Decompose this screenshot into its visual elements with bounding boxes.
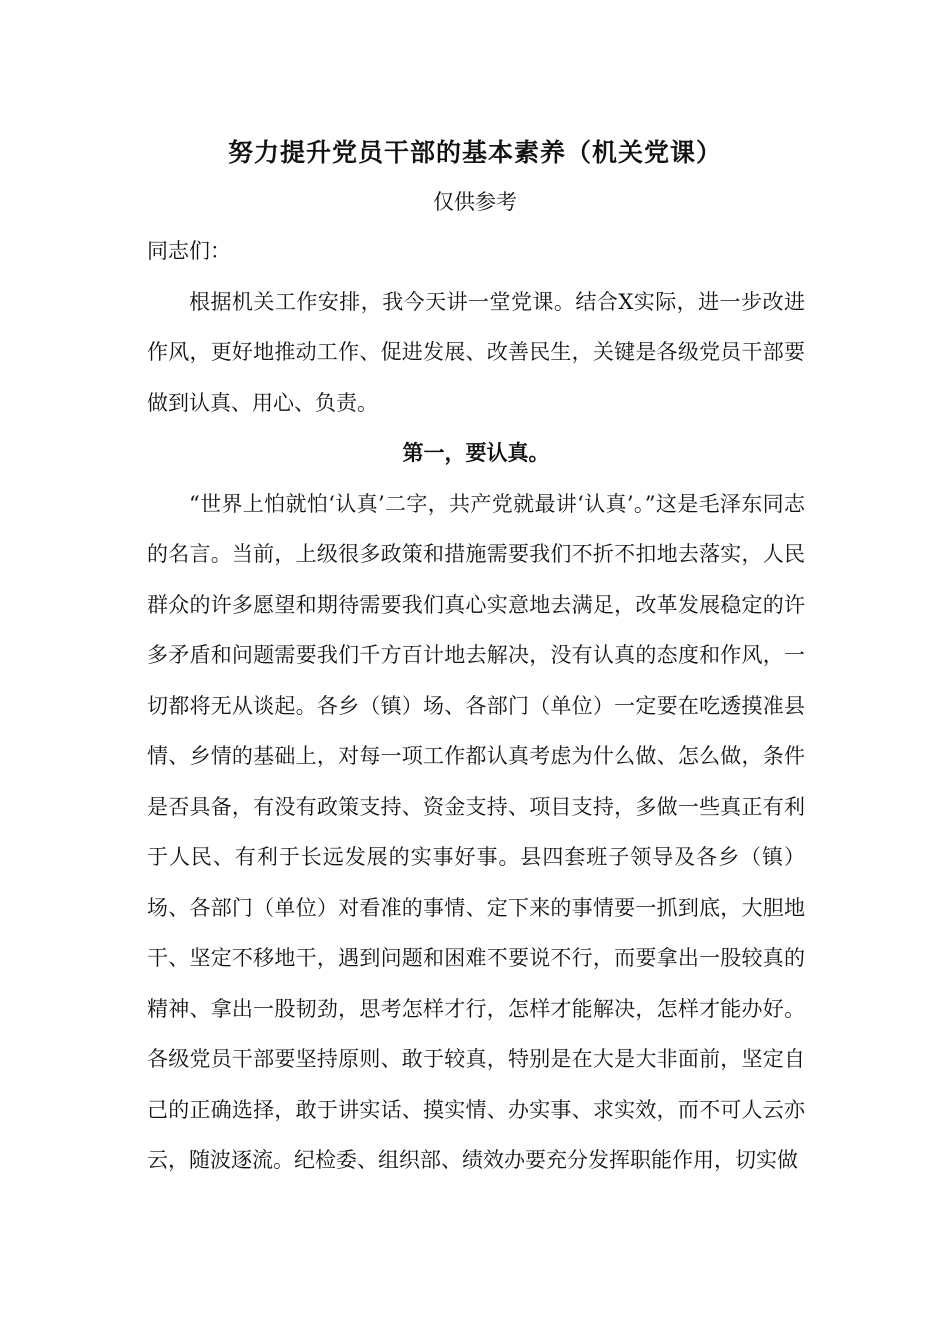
section-heading: 第一，要认真。	[402, 440, 550, 465]
document-title: 努力提升党员干部的基本素养（机关党课）	[227, 138, 722, 167]
section-paragraph: “世界上怕就怕‘认真’二字，共产党就最讲‘认真’。”这是毛泽东同志的名言。当前，上级很多政策和措施需要我们不折不扣地去落实，人民群众的许多愿望和期待需要我们真心实意地去满足，改革发展稳定的许多矛盾和问题需要我们千方百计地去解决，没有认真的态度和作风，一切都将无从谈起。各乡（镇）场、各部门（单位）一定要在吃透摸准县情、乡情的基础上，对每一项工作都认真考虑为什么做、怎么做，条件是否具备，有没有政策支持、资金支持、项目支持，多做一些真正有利于人民、有利于长远发展的实事好事。县四套班子领导及各乡（镇）场、各部门（单位）对看准的事情、定下来的事情要一抓到底，大胆地干、坚定不移地干，遇到问题和困难不要说不行，而要拿出一股较真的精神、拿出一股韧劲，思考怎样才行，怎样才能解决，怎样才能办好。各级党员干部要坚持原则、敢于较真，特别是在大是大非面前，坚定自己的正确选择，敢于讲实话、摸实情、办实事、求实效，而不可人云亦云，随波逐流。纪检委、组织部、绩效办要充分发挥职能作用，切实做	[147, 491, 805, 1172]
salutation: 同志们：	[147, 239, 231, 263]
intro-paragraph: 根据机关工作安排，我今天讲一堂党课。结合X实际，进一步改进作风，更好地推动工作、促进发展、改善民生，关键是各级党员干部要做到认真、用心、负责。	[147, 289, 805, 415]
document-subtitle: 仅供参考	[433, 190, 517, 214]
document-body	[147, 226, 805, 1186]
